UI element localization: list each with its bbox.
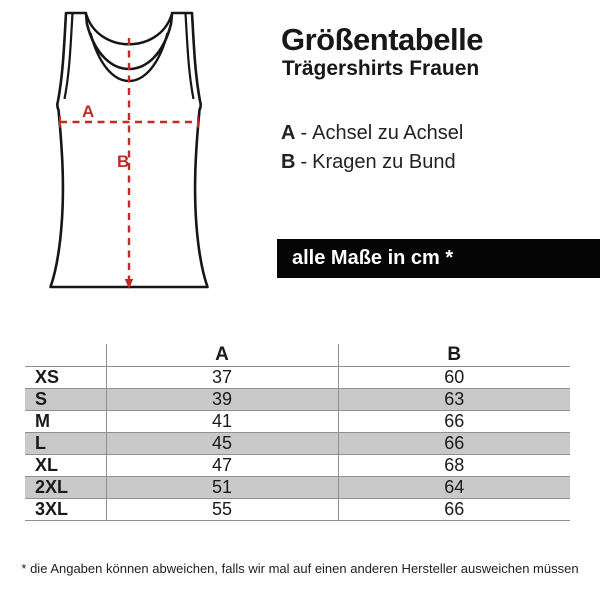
size-column-header <box>25 344 106 367</box>
value-a-cell: 37 <box>106 367 338 389</box>
value-b-cell: 68 <box>338 455 570 477</box>
measurement-legend <box>281 119 463 177</box>
value-b-cell: 60 <box>338 367 570 389</box>
table-row <box>25 433 570 455</box>
value-a-cell: 39 <box>106 389 338 411</box>
value-a-cell: 55 <box>106 499 338 521</box>
value-a-cell: 41 <box>106 411 338 433</box>
size-cell: M <box>35 411 50 431</box>
table-row <box>25 477 570 499</box>
table-row <box>25 499 570 521</box>
value-b-cell: 64 <box>338 477 570 499</box>
size-cell: XL <box>35 455 59 475</box>
size-cell: L <box>35 433 46 453</box>
unit-banner: alle Maße in cm * <box>277 239 600 278</box>
legend-separator: - <box>300 122 308 144</box>
table-row <box>25 411 570 433</box>
table-header-row <box>25 344 570 367</box>
measure-b-label: B <box>117 152 130 171</box>
size-table <box>25 344 570 521</box>
table-row <box>25 367 570 389</box>
value-b-cell: 66 <box>338 411 570 433</box>
column-header-a: A <box>106 344 338 367</box>
legend-item-b <box>281 148 463 177</box>
footnote: * die Angaben können abweichen, falls wir mal auf einen anderen Hersteller ausweichen müssen <box>21 561 579 576</box>
legend-label-b: Kragen zu Bund <box>312 151 456 173</box>
table-row <box>25 455 570 477</box>
value-a-cell: 51 <box>106 477 338 499</box>
size-cell: 3XL <box>35 499 69 519</box>
size-table-body <box>25 367 570 521</box>
value-b-cell: 66 <box>338 433 570 455</box>
measure-a-label: A <box>82 102 95 121</box>
legend-item-a <box>281 119 463 148</box>
legend-separator: - <box>300 151 308 173</box>
value-b-cell: 63 <box>338 389 570 411</box>
value-b-cell: 66 <box>338 499 570 521</box>
tank-top-diagram <box>30 0 240 300</box>
size-cell: XS <box>35 367 60 387</box>
table-row <box>25 389 570 411</box>
legend-label-a: Achsel zu Achsel <box>312 122 464 144</box>
page-subtitle: Trägershirts Frauen <box>282 57 480 80</box>
page-title: Größentabelle <box>281 22 483 57</box>
legend-key-b: B <box>281 151 296 173</box>
value-a-cell: 47 <box>106 455 338 477</box>
legend-key-a: A <box>281 122 296 144</box>
size-cell: S <box>35 389 48 409</box>
column-header-b: B <box>338 344 570 367</box>
value-a-cell: 45 <box>106 433 338 455</box>
size-cell: 2XL <box>35 477 69 497</box>
